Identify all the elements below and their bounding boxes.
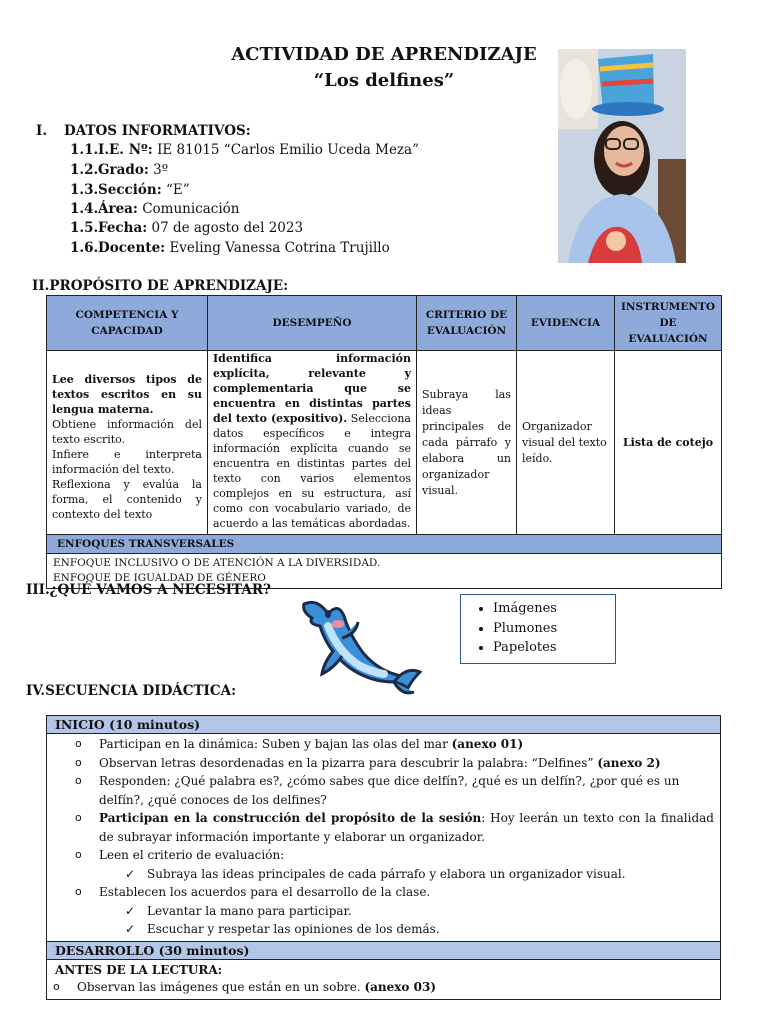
dolphin-illustration <box>298 592 428 696</box>
desarrollo-item: o Observan las imágenes que están en un sobre. (anexo 03) <box>53 979 436 994</box>
circle-bullet-icon: o <box>75 885 82 898</box>
inicio-subitem: ✓ Escuchar y respetar las opiniones de los demás. <box>47 920 720 939</box>
capacidad-2: Infiere e interpreta información del texto. <box>52 447 202 476</box>
enfoque-1: ENFOQUE INCLUSIVO O DE ATENCIÓN A LA DIVERSIDAD. <box>53 557 381 569</box>
didactic-sequence-table <box>46 715 721 1000</box>
header-desempeno: DESEMPEÑO <box>208 296 417 351</box>
cell-competencia <box>47 351 208 535</box>
section-1-title: DATOS INFORMATIVOS: <box>64 123 251 139</box>
circle-bullet-icon: o <box>75 755 82 769</box>
inicio-item: o Establecen los acuerdos para el desarrollo de la clase. <box>47 883 720 902</box>
desarrollo-header: DESARROLLO (30 minutos) <box>47 941 721 959</box>
materials-box <box>460 594 616 664</box>
info-row-grado: 1.2.Grado: 3º <box>70 162 169 178</box>
cell-desempeno <box>208 351 417 535</box>
info-row-fecha: 1.5.Fecha: 07 de agosto del 2023 <box>70 220 304 236</box>
section-3-title: III.¿QUÉ VAMOS A NECESITAR? <box>26 582 271 598</box>
section-4-title: IV.SECUENCIA DIDÁCTICA: <box>26 683 237 699</box>
section-2-title: II.PROPÓSITO DE APRENDIZAJE: <box>32 278 289 294</box>
desarrollo-list <box>47 959 721 999</box>
info-row-seccion: 1.3.Sección: “E” <box>70 182 190 198</box>
capacidad-3: Reflexiona y evalúa la forma, el contenido y contexto del texto <box>52 477 202 521</box>
inicio-item: o Leen el criterio de evaluación: <box>47 846 720 865</box>
cell-criterio: Subraya las ideas principales de cada párrafo y elabora un organizador visual. <box>417 351 517 535</box>
desempeno-bold: Identifica información explícita, relevante y complementaria que se encuentra en distintas partes del texto (expositivo). <box>213 352 411 425</box>
header-criterio: CRITERIO DE EVALUACIÓN <box>417 296 517 351</box>
inicio-subitem: ✓ Levantar la mano para participar. <box>47 902 720 921</box>
competencia-text: Lee diversos tipos de textos escritos en su lengua materna. <box>52 372 202 416</box>
check-icon: ✓ <box>125 903 136 918</box>
inicio-subitem: ✓ Subraya las ideas principales de cada párrafo y elabora un organizador visual. <box>47 865 720 884</box>
header-competencia: COMPETENCIA Y CAPACIDAD <box>47 296 208 351</box>
teacher-photo <box>558 49 686 263</box>
inicio-header: INICIO (10 minutos) <box>47 716 721 734</box>
material-item: • Imágenes <box>493 599 615 619</box>
header-evidencia: EVIDENCIA <box>517 296 615 351</box>
purpose-table <box>46 295 722 589</box>
page-title: ACTIVIDAD DE APRENDIZAJE <box>231 44 537 65</box>
inicio-item: o Responden: ¿Qué palabra es?, ¿cómo sabes que dice delfín?, ¿qué es un delfín?, ¿por qué es un delfín?, ¿qué conoces de los delfines? <box>75 774 680 807</box>
inicio-item: o Observan letras desordenadas en la pizarra para descubrir la palabra: “Delfines” (anexo 2) <box>47 754 720 773</box>
check-icon: ✓ <box>125 866 136 881</box>
cell-instrumento: Lista de cotejo <box>615 351 722 535</box>
enfoques-header: ENFOQUES TRANSVERSALES <box>47 535 722 554</box>
antes-lectura-label: ANTES DE LA LECTURA: <box>55 962 223 977</box>
desempeno-text: Selecciona datos específicos e integra información explícita cuando se encuentra en distintas partes del texto con varios elementos complejos en su estructura, así como con vocabulario variado, de acuerdo a las temáticas abordadas. <box>213 412 411 530</box>
info-row-ie: 1.1.I.E. Nº: IE 81015 “Carlos Emilio Uceda Meza” <box>70 142 419 158</box>
circle-bullet-icon: o <box>75 848 82 861</box>
section-1-number: I. <box>36 123 48 139</box>
circle-bullet-icon: o <box>53 979 60 993</box>
circle-bullet-icon: o <box>75 737 82 750</box>
info-row-area: 1.4.Área: Comunicación <box>70 201 240 217</box>
circle-bullet-icon: o <box>75 811 82 824</box>
inicio-item: o Participan en la dinámica: Suben y bajan las olas del mar (anexo 01) <box>47 735 720 754</box>
header-instrumento: INSTRUMENTO DE EVALUACIÓN <box>615 296 722 351</box>
cell-evidencia: Organizador visual del texto leído. <box>517 351 615 535</box>
material-item: • Plumones <box>493 619 615 639</box>
enfoque-2: ENFOQUE DE IGUALDAD DE GÉNERO <box>53 572 266 584</box>
check-icon: ✓ <box>125 922 136 936</box>
inicio-item: o Participan en la construcción del propósito de la sesión: Hoy leerán un texto con la finalidad de subrayar información importante y elaborar un organizador. <box>75 811 714 844</box>
material-item: • Papelotes <box>493 638 615 658</box>
info-row-docente: 1.6.Docente: Eveling Vanessa Cotrina Trujillo <box>70 240 390 256</box>
capacidad-1: Obtiene información del texto escrito. <box>52 417 202 446</box>
circle-bullet-icon: o <box>75 774 82 787</box>
inicio-list <box>47 734 721 942</box>
page-subtitle: “Los delfines” <box>313 70 455 91</box>
